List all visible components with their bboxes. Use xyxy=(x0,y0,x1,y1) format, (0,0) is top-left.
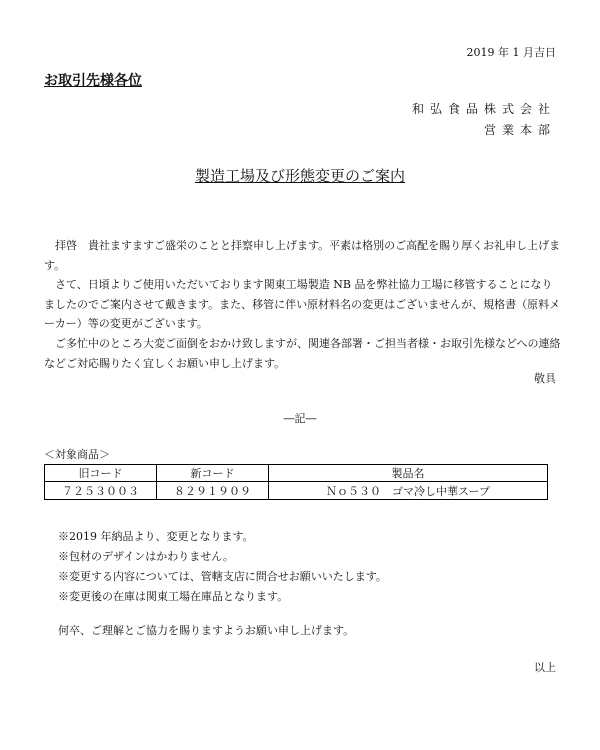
request-line: 何卒、ご理解とご協力を賜りますようお願い申し上げます。 xyxy=(58,624,355,637)
cell-product-name: Ｎｏ５３０ ゴマ冷し中華スープ xyxy=(269,482,548,500)
note-item: ※変更する内容については、管轄支店に問合せお願いいたします。 xyxy=(58,570,387,583)
body-paragraph: 拝啓 貴社ますますご盛栄のことと拝察申し上げます。平素は格別のご高配を賜り厚くお礼申し上げます。 xyxy=(44,239,561,272)
header-product-name: 製品名 xyxy=(269,465,548,482)
sender-block xyxy=(412,99,556,141)
document-title: 製造工場及び形態変更のご案内 xyxy=(194,167,405,185)
body-paragraph: ご多忙中のところ大変ご面倒をおかけ致しますが、関連各部署・ご担当者様・お取引先様などへの連絡などご対応賜りたく宜しくお願い申し上げます。 xyxy=(44,336,561,370)
sender-department: 営業本部 xyxy=(483,123,556,137)
cell-old-code: ７２５３００３ xyxy=(45,482,157,500)
letter-body xyxy=(44,236,562,373)
note-item: ※包材のデザインはかわりません。 xyxy=(58,550,234,563)
body-paragraph: さて、日頃よりご使用いただいております関東工場製造 NB 品を弊社協力工場に移管することになりましたのでご案内させて戴きます。また、移管に伴い原材料名の変更はございませんが、規格書（原料メーカー）等の変更がございます。 xyxy=(44,278,561,331)
addressee: お取引先様各位 xyxy=(44,73,142,89)
document-date: 2019 年 1 月吉日 xyxy=(466,46,556,59)
header-new-code: 新コード xyxy=(157,465,269,482)
header-old-code: 旧コード xyxy=(45,465,157,482)
table-row xyxy=(45,482,548,500)
target-products-heading: ＜対象商品＞ xyxy=(44,448,110,461)
notes-list xyxy=(58,527,387,607)
end-ijou: 以上 xyxy=(534,661,556,674)
ki-separator: ―記― xyxy=(283,412,317,425)
products-table xyxy=(44,464,548,500)
note-item: ※変更後の在庫は関東工場在庫品となります。 xyxy=(58,590,289,603)
closing-keigu: 敬具 xyxy=(534,372,556,385)
note-item: ※2019 年納品より、変更となります。 xyxy=(58,530,254,543)
cell-new-code: ８２９１９０９ xyxy=(157,482,269,500)
table-header-row xyxy=(45,465,548,482)
sender-company: 和弘食品株式会社 xyxy=(411,102,556,116)
